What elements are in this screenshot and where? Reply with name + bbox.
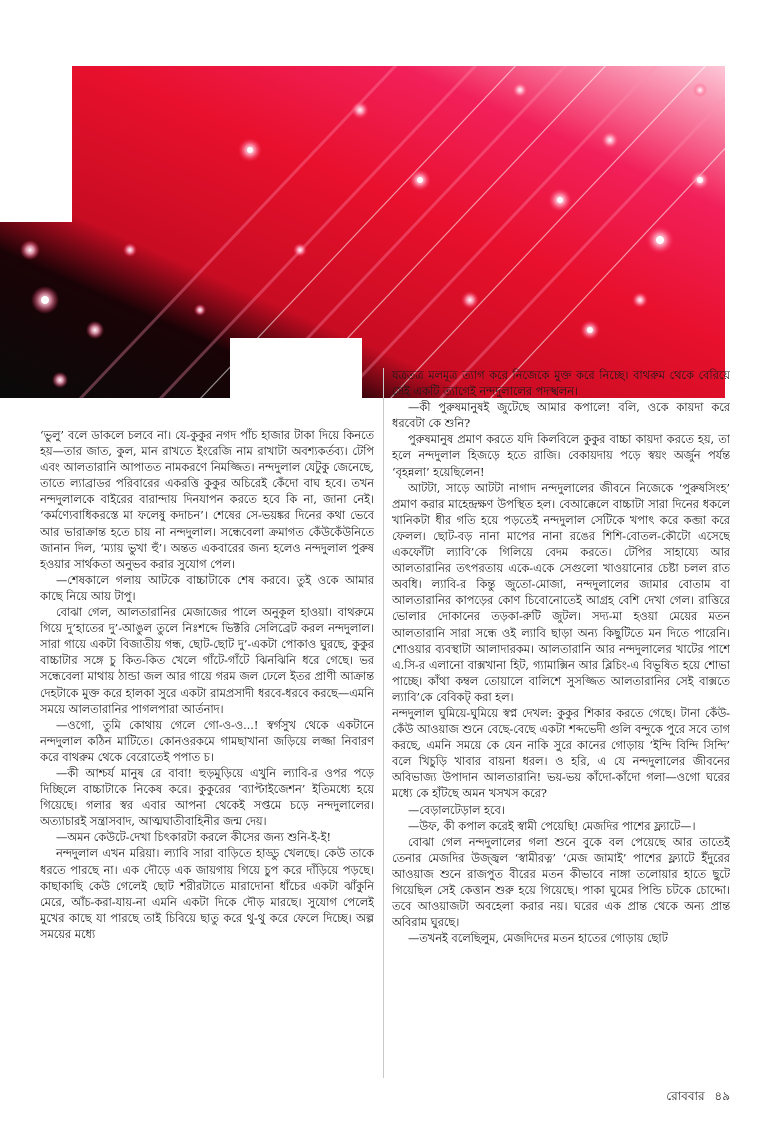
magazine-name: রোববার: [666, 1089, 705, 1103]
paragraph: —কী পুরুষমানুষই জুটেছে আমার কপালে! বলি, ওকে কায়দা করে ধরবেটা কে শুনি?: [392, 401, 730, 431]
article-left-column: [40, 428, 374, 1078]
page-footer: [660, 1088, 730, 1108]
paragraph: যত্রতত্র মলমূত্র ত্যাগ করে নিজেকে মুক্ত করে নিচ্ছে। বাথরুম থেকে বেরিয়ে সেই একটি ত্যাগেই নন্দদুলালের পদস্খলন।: [392, 369, 730, 399]
paragraph: —শেষকালে গলায় আটকে বাচ্চাটাকে শেষ করবে। তুই ওকে আমার কাছে নিয়ে আয় টাপু।: [40, 573, 374, 603]
article-right-column: [392, 368, 730, 1078]
paragraph: নন্দদুলাল ঘুমিয়ে-ঘুমিয়ে স্বপ্ন দেখল: কুকুর শিকার করতে গেছে। টানা কেঁউ-কেঁউ আওয়াজ শুনে বেছে-বেছে একটা শব্দভেদী গুলি বন্দুকে পুরে সবে তাগ করছে, এমনি সময়ে কে যেন নাকি সুরে কানের গোড়ায় ‘ইন্দি বিন্দি সিন্দি’ বলে খিচুড়ি খাবার বায়না ধরল। ও হরি, এ যে নন্দদুলালের জীবনের অবিভাজ্য উপাদান আলতারানি! ভয়-ভয় কাঁদো-কাঁদো গলা—ওগো ঘরের মধ্যে কে হাঁটছে অমন খসখস করে?: [392, 706, 730, 801]
paragraph: —কী আশ্চর্য মানুষ রে বাবা! হুড়মুড়িয়ে এখুনি ল্যাবি-র ওপর পড়ে দিচ্ছিলে বাচ্চাটাকে নিকেষ করে। কুকুরের ‘ব্যাপ্টাইজেশন’ ইতিমধ্যে হয়ে গিয়েছে। গলার স্বর এবার আপনা থেকেই সপ্তমে চড়ে নন্দদুলালের। অত্যাচারই সন্ত্রাসবাদ, আত্মঘাতীবাহিনীর জন্ম দেয়।: [40, 766, 374, 829]
paragraph: —বেড়ালটেড়াল হবে।: [408, 803, 505, 817]
paragraph: বোঝা গেল, আলতারানির মেজাজের পালে অনুকূল হাওয়া। বাথরুমে গিয়ে দু’হাতের দু’-আঙুল তুলে নিঃশব্দে ভিক্টরি সেলিব্রেট করল নন্দদুলাল। সারা গায়ে একটা বিজাতীয় গন্ধ, ছোট-ছোট দু’-একটা পোকাও ঘুরছে, কুকুর বাচ্চাটার সঙ্গে চু কিত-কিত খেলে গাঁটে-গাঁটে ঝিনঝিনি ধরে গেছে। ভর সন্ধেবেলা মাথায় ঠান্ডা জল আর গায়ে গরম জল ঢেলে ইতর প্রাণী আক্রান্ত দেহটাকে মুক্ত করে হালকা সুরে একটা রামপ্রসাদী ধরবে-ধরবে করছে—এমনি সময়ে আলতারানির পাগলপারা আর্তনাদ।: [40, 606, 374, 716]
paragraph: —ওগো, তুমি কোথায় গেলে গো-ও-ও...! স্বর্গসুখ থেকে একটানে নন্দদুলাল কঠিন মাটিতে। কোনওরকমে গামছাখানা জড়িয়ে লজ্জা নিবারণ করে বাথরুম থেকে বেরোতেই পপাত চ।: [40, 718, 374, 764]
paragraph: —তখনই বলেছিলুম, মেজদিদের মতন হাতের গোড়ায় ছোট: [408, 932, 668, 946]
paragraph: নন্দদুলাল এখন মরিয়া। ল্যাবি সারা বাড়িতে হাড্ডু খেলছে। কেউ তাকে ধরতে পারছে না। এক দৌড়ে এক জায়গায় গিয়ে চুপ করে দাঁড়িয়ে পড়ছে। কাছাকাছি কেউ গেলেই ছোট শরীরটাতে মারাদোনা ধাঁচের একটা ঝাঁকুনি মেরে, আঁচ-করা-যায়-না এমনি একটা দিকে দৌড় মারছে। সুযোগ পেলেই মুখের কাছে যা পারছে তাই চিবিয়ে ছাতু করে থু-থু করে ফেলে দিচ্ছে। অল্প সময়ের মধ্যে: [40, 847, 374, 941]
paragraph: —অমন কেউটে-দেখা চিৎকারটা করলে কীসের জন্য শুনি-ই-ই!: [56, 831, 332, 845]
page-number: ৪৯: [714, 1089, 730, 1103]
paragraph: পুরুষমানুষ প্রমাণ করতে যদি কিলবিলে কুকুর বাচ্চা কায়দা করতে হয়, তা হলে নন্দদুলাল হিজড়ে হতে রাজি। বেকায়দায় পড়ে স্বয়ং অর্জুন পর্যন্ত ‘বৃহন্নলা’ হয়েছিলেন!: [392, 433, 730, 479]
red-light-streaks-illustration: [0, 0, 770, 400]
paragraph: ‘ভুলু’ বলে ডাকলে চলবে না। যে-কুকুর নগদ পাঁচ হাজার টাকা দিয়ে কিনতে হয়—তার জাত, কুল, মান রাখতে ইংরেজি নাম রাখাটা অবশ্যকর্তব্য। টেপি এবং আলতারানি আপাতত নামকরণে নিমজ্জিত। নন্দদুলাল যেটুকু জেনেছে, তাতে ল্যাব্রাডর পরিবারের একরত্তি কুকুর অচিরেই কেঁদো বাঘ হবে। তখন নন্দদুলালকে বাইরের বারান্দায় দিনযাপন করতে হবে কি না, জানা নেই। ‘কর্মণ্যেবাধিকরস্তে মা ফলেষু কদাচন’। শেষের সে-ভয়ঙ্কর দিনের কথা ভেবে আর ভারাক্রান্ত হতে চায় না নন্দদুলাল। সন্ধেবেলা ক্রমাগত কেঁউকেঁউনিতে জানান দিল, ‘ম্যায় ভুখা হুঁ’। অন্তত একবারের জন্য হলেও নন্দদুলাল পুরুষ হওয়ার সার্থকতা অনুভব করার সুযোগ পেল।: [40, 429, 374, 571]
paragraph: বোঝা গেল নন্দদুলালের গলা শুনে বুকে বল পেয়েছে আর তাতেই তেনার মেজদির উজ্জ্বল ‘স্বামীরত্ন’ ‘মেজ জামাই’ পাশের ফ্ল্যাটে ইঁদুরের আওয়াজ শুনে রাজপুত বীরের মতন কীভাবে নাঙ্গা তলোয়ার হাতে ছুটে গিয়েছিল সেই কেত্তান শুরু হয়ে গিয়েছে। পাকা ঘুমের পিন্ডি চটকে চোদ্দো। তবে আওয়াজটা অবহেলা করার নয়। ঘরের এক প্রান্ত থেকে অন্য প্রান্ত অবিরাম ঘুরছে।: [392, 835, 730, 930]
column-divider: [383, 368, 384, 1078]
header-illustration: [0, 0, 770, 400]
paragraph: আটটা, সাড়ে আটটা নাগাদ নন্দদুলালের জীবনে নিজেকে ‘পুরুষসিংহ’ প্রমাণ করার মাহেন্দ্রক্ষণ উপস্থিত হল। বেআক্কেলে বাচ্চাটা সারা দিনের ধকলে খানিকটা ধীর গতি হয়ে পড়তেই নন্দদুলাল সেটিকে খপাৎ করে কব্জা করে ফেলল। ছোট-বড় নানা মাপের নানা রঙের শিশি-বোতল-কৌটো এসেছে একফোঁটা ল্যাবি’কে গিলিয়ে বেদম করতে। টেপির সাহায্যে আর আলতারানির তৎপরতায় একে-একে সেগুলো খাওয়ানোর চেষ্টা চলল রাত অবধি। ল্যাবি-র কিন্তু জুতো-মোজা, নন্দদুলালের জামার বোতাম বা আলতারানির কাপড়ের কোণ চিবোনোতেই আগ্রহ বেশি দেখা গেল। রাত্তিরে ভোলার দোকানের তড়কা-রুটি জুটল। সদ্য-মা হওয়া মেয়ের মতন আলতারানি সারা সন্ধে ওই ল্যাবি ছাড়া অন্য কিছুটিতে মন দিতে পারেনি। শোওয়ার ব্যবস্থাটা আলাদারকম। আলতারানি আর নন্দদুলালের খাটের পাশে এ.সি-র এলানো বাক্সখানা হিট, গ্যামাক্সিন আর ব্লিচিং-এ বিভূষিত হয়ে শোভা পাচ্ছে। কাঁথা কম্বল তোয়ালে বালিশে সুসজ্জিত আলতারানির সেই বাক্সতে ল্যাবি’কে বেবিকট্ করা হল।: [392, 481, 730, 704]
paragraph: —উফ, কী কপাল করেই স্বামী পেয়েছি! মেজদির পাশের ফ্ল্যাটে—।: [408, 819, 696, 833]
